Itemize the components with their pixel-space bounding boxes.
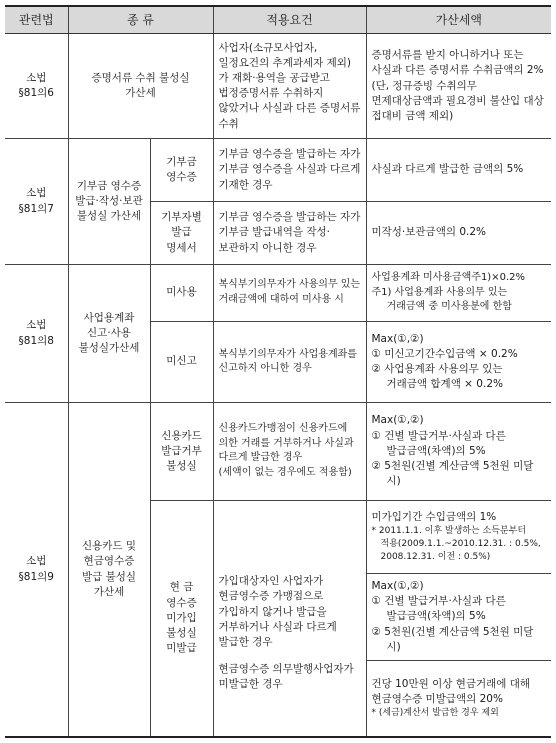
- table-header-row: [5, 6, 551, 34]
- penalty-cell: 사업용계좌 미사용금액주1)×0.2% 주1) 사업용계좌 사용의무 있는 거래금액 중 미사용분에 한함: [366, 265, 551, 322]
- requirement-cell: 가입대상자인 사업자가 현금영수증 가맹점으로 가입하지 않거나 발급을 거부하거나 사실과 다르게 발급한 경우 현금영수증 의무발행사업자가 미발급한 경우: [213, 500, 366, 737]
- header-kind: 종 류: [68, 6, 213, 34]
- header-requirement: 적용요건: [213, 6, 366, 34]
- table-row: [5, 265, 551, 322]
- subtype-cell: 기부자별 발급 명세서: [150, 202, 213, 265]
- subtype-cell: 미신고: [150, 321, 213, 402]
- penalty-cell: Max(①,②) ① 건별 발급거부·사실과 다른 발급금액(차액)의 5% ② 5천원(건별 계산금액 5천원 미달 시): [366, 403, 551, 501]
- penalty-cell: 미가입기간 수입금액의 1% * 2011.1.1. 이후 발생하는 소득분부터 적용(2009.1.1.~2010.12.31. : 0.5%, 2008.12.31. 이전 : 0.5%): [366, 500, 551, 573]
- kind-cell: 신용카드 및 현금영수증 발급 불성실 가산세: [68, 403, 150, 737]
- law-cell: 소법 §81의7: [5, 139, 68, 265]
- kind-cell: 기부금 영수증 발급·작성·보관 불성실 가산세: [68, 139, 150, 265]
- penalty-cell: Max(①,②) ① 건별 발급거부·사실과 다른 발급금액(차액)의 5% ② 5천원(건별 계산금액 5천원 미달 시): [366, 573, 551, 660]
- header-penalty: 가산세액: [366, 6, 551, 34]
- penalty-cell: 사실과 다르게 발급한 금액의 5%: [366, 139, 551, 202]
- penalty-cell: 건당 10만원 이상 현금거래에 대해 현금영수증 미발급액의 20% * (세금)계산서 발급한 경우 제외: [366, 661, 551, 737]
- penalty-cell: 증명서류를 받지 아니하거나 또는 사실과 다른 증명서류 수취금액의 2%(단, 정규증빙 수취의무 면제대상금액과 필요경비 불산입 대상 접대비 금액 제외): [366, 34, 551, 139]
- penalty-cell: Max(①,②) ① 미신고기간수입금액 × 0.2% ② 사업용계좌 사용의무 있는 거래금액 합계액 × 0.2%: [366, 321, 551, 402]
- subtype-cell: 기부금 영수증: [150, 139, 213, 202]
- law-cell: 소법 §81의9: [5, 403, 68, 737]
- subtype-cell: 현 금 영수증 미가입 불성실 미발급: [150, 500, 213, 737]
- requirement-cell: 기부금 영수증을 발급하는 자가 기부금 발급내역을 작성·보관하지 아니한 경우: [213, 202, 366, 265]
- penalty-cell: 미작성·보관금액의 0.2%: [366, 202, 551, 265]
- table-row: [5, 139, 551, 202]
- requirement-cell: 복식부기의무자가 사용의무 있는 거래금액에 대하여 미사용 시: [213, 265, 366, 322]
- table-row: [5, 34, 551, 139]
- subtype-cell: 신용카드 발급거부 불성실: [150, 403, 213, 501]
- subtype-cell: 미사용: [150, 265, 213, 322]
- table-row: [5, 403, 551, 501]
- penalty-tax-table: [5, 5, 551, 738]
- law-cell: 소법 §81의8: [5, 265, 68, 403]
- requirement-cell: 신용카드가맹점이 신용카드에 의한 거래를 거부하거나 사실과 다르게 발급한 경우 (세액이 없는 경우에도 적용함): [213, 403, 366, 501]
- kind-cell: 사업용계좌 신고·사용 불성실가산세: [68, 265, 150, 403]
- kind-cell: 증명서류 수취 불성실 가산세: [68, 34, 213, 139]
- requirement-cell: 복식부기의무자가 사업용계좌를 신고하지 아니한 경우: [213, 321, 366, 402]
- law-cell: 소법 §81의6: [5, 34, 68, 139]
- requirement-cell: 사업자(소규모사업자, 일정요건의 추계과세자 제외)가 재화·용역을 공급받고 법정증명서류 수취하지 않았거나 사실과 다른 증명서류 수취: [213, 34, 366, 139]
- requirement-cell: 기부금 영수증을 발급하는 자가 기부금 영수증을 사실과 다르게 기재한 경우: [213, 139, 366, 202]
- header-law: 관련법: [5, 6, 68, 34]
